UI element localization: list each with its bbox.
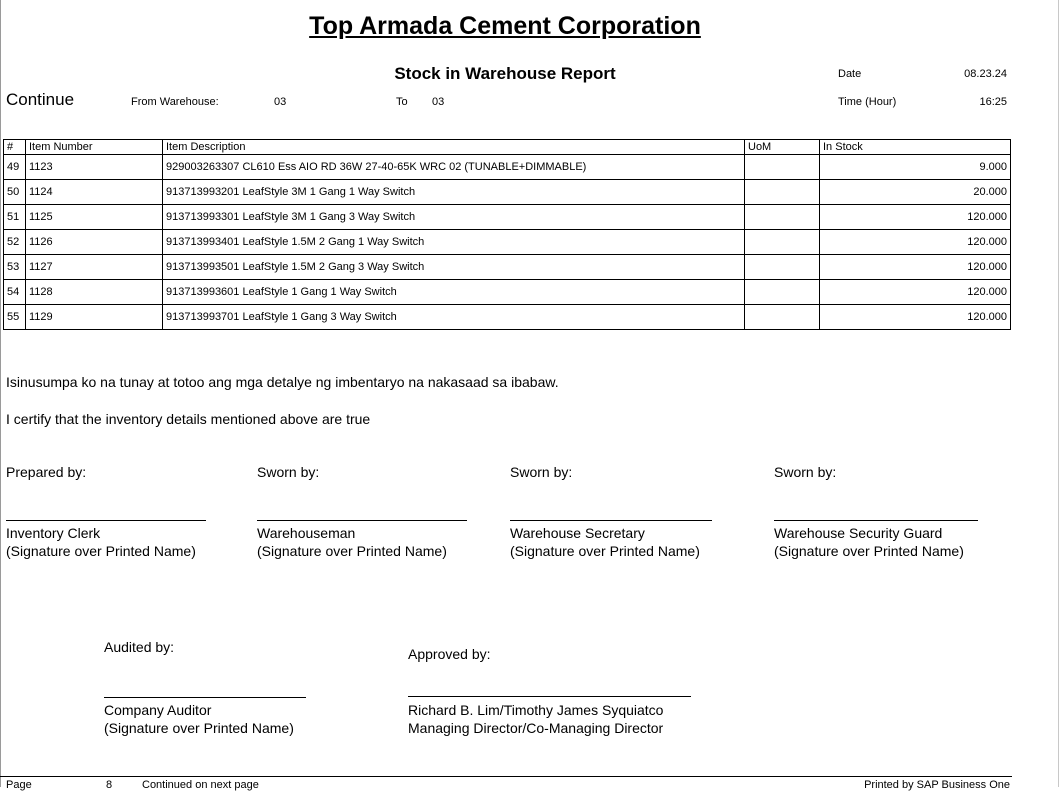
from-warehouse-label: From Warehouse: xyxy=(131,96,219,108)
company-title: Top Armada Cement Corporation xyxy=(309,12,701,40)
from-warehouse-value: 03 xyxy=(274,96,287,108)
footer-printed-by: Printed by SAP Business One xyxy=(864,779,1010,791)
item-number: 1124 xyxy=(26,180,163,205)
item-description: 913713993601 LeafStyle 1 Gang 1 Way Switch xyxy=(163,280,745,305)
report-title: Stock in Warehouse Report xyxy=(394,64,616,83)
prepared-by-caption: Prepared by: xyxy=(6,464,87,480)
sworn-by-signature-line xyxy=(510,520,712,521)
table-row xyxy=(4,255,1011,280)
item-uom xyxy=(745,255,820,280)
item-uom xyxy=(745,230,820,255)
sworn-by-note: (Signature over Printed Name) xyxy=(257,543,447,559)
item-number: 1129 xyxy=(26,305,163,330)
table-row xyxy=(4,155,1011,180)
sworn-by-signature-line xyxy=(257,520,467,521)
continue-label: Continue xyxy=(6,90,75,109)
table-row xyxy=(4,230,1011,255)
table-row xyxy=(4,280,1011,305)
footer-page-label: Page xyxy=(6,779,32,791)
item-description: 913713993701 LeafStyle 1 Gang 3 Way Switch xyxy=(163,305,745,330)
item-number: 1125 xyxy=(26,205,163,230)
in-stock-qty: 120.000 xyxy=(820,305,1011,330)
row-index: 52 xyxy=(4,230,26,255)
item-number: 1127 xyxy=(26,255,163,280)
table-row xyxy=(4,180,1011,205)
item-number: 1123 xyxy=(26,155,163,180)
in-stock-qty: 120.000 xyxy=(820,280,1011,305)
date-label: Date xyxy=(838,68,862,80)
in-stock-qty: 9.000 xyxy=(820,155,1011,180)
sworn-by-caption: Sworn by: xyxy=(774,464,837,480)
sworn-by-caption: Sworn by: xyxy=(257,464,320,480)
in-stock-qty: 120.000 xyxy=(820,205,1011,230)
col-header-item-number: Item Number xyxy=(26,140,163,155)
item-uom xyxy=(745,155,820,180)
sworn-by-role: Warehouse Secretary xyxy=(510,525,645,541)
col-header-in-stock: In Stock xyxy=(820,140,1011,155)
sworn-by-caption: Sworn by: xyxy=(510,464,573,480)
item-uom xyxy=(745,305,820,330)
oath-statement-tagalog: Isinusumpa ko na tunay at totoo ang mga detalye ng imbentaryo na nakasaad sa ibabaw. xyxy=(6,374,559,390)
prepared-by-signature-line xyxy=(6,520,206,521)
time-label: Time (Hour) xyxy=(838,96,897,108)
sworn-by-signature-line xyxy=(774,520,978,521)
stock-table xyxy=(3,139,1011,330)
footer-rule xyxy=(0,776,1012,777)
date-value: 08.23.24 xyxy=(964,68,1007,80)
footer-continued-note: Continued on next page xyxy=(142,779,259,791)
table-header-row xyxy=(4,140,1011,155)
row-index: 49 xyxy=(4,155,26,180)
item-uom xyxy=(745,180,820,205)
sworn-by-role: Warehouseman xyxy=(257,525,356,541)
prepared-by-note: (Signature over Printed Name) xyxy=(6,543,196,559)
col-header-item-description: Item Description xyxy=(163,140,745,155)
row-index: 53 xyxy=(4,255,26,280)
table-row xyxy=(4,305,1011,330)
page-right-border xyxy=(1058,0,1059,787)
item-uom xyxy=(745,280,820,305)
approved-by-caption: Approved by: xyxy=(408,646,491,662)
item-description: 913713993201 LeafStyle 3M 1 Gang 1 Way Switch xyxy=(163,180,745,205)
audited-by-note: (Signature over Printed Name) xyxy=(104,720,294,736)
col-header-number: # xyxy=(4,140,26,155)
footer-page-number: 8 xyxy=(106,779,113,791)
table-row xyxy=(4,205,1011,230)
approved-by-name: Richard B. Lim/Timothy James Syquiatco xyxy=(408,702,664,718)
to-warehouse-value: 03 xyxy=(432,96,445,108)
sworn-by-role: Warehouse Security Guard xyxy=(774,525,943,541)
time-value: 16:25 xyxy=(979,96,1007,108)
item-number: 1128 xyxy=(26,280,163,305)
item-description: 929003263307 CL610 Ess AIO RD 36W 27-40-65K WRC 02 (TUNABLE+DIMMABLE) xyxy=(163,155,745,180)
row-index: 54 xyxy=(4,280,26,305)
in-stock-qty: 120.000 xyxy=(820,230,1011,255)
page-left-border xyxy=(0,0,1,787)
in-stock-qty: 20.000 xyxy=(820,180,1011,205)
oath-statement-english: I certify that the inventory details mentioned above are true xyxy=(6,411,371,427)
item-number: 1126 xyxy=(26,230,163,255)
row-index: 55 xyxy=(4,305,26,330)
item-description: 913713993501 LeafStyle 1.5M 2 Gang 3 Way Switch xyxy=(163,255,745,280)
prepared-by-role: Inventory Clerk xyxy=(6,525,101,541)
col-header-uom: UoM xyxy=(745,140,820,155)
row-index: 51 xyxy=(4,205,26,230)
item-description: 913713993301 LeafStyle 3M 1 Gang 3 Way Switch xyxy=(163,205,745,230)
to-label: To xyxy=(396,96,408,108)
in-stock-qty: 120.000 xyxy=(820,255,1011,280)
row-index: 50 xyxy=(4,180,26,205)
sworn-by-note: (Signature over Printed Name) xyxy=(774,543,964,559)
item-uom xyxy=(745,205,820,230)
approved-by-title: Managing Director/Co-Managing Director xyxy=(408,720,664,736)
item-description: 913713993401 LeafStyle 1.5M 2 Gang 1 Way Switch xyxy=(163,230,745,255)
audited-by-signature-line xyxy=(104,697,306,698)
audited-by-caption: Audited by: xyxy=(104,639,175,655)
sworn-by-note: (Signature over Printed Name) xyxy=(510,543,700,559)
audited-by-role: Company Auditor xyxy=(104,702,212,718)
approved-by-signature-line xyxy=(408,696,691,697)
